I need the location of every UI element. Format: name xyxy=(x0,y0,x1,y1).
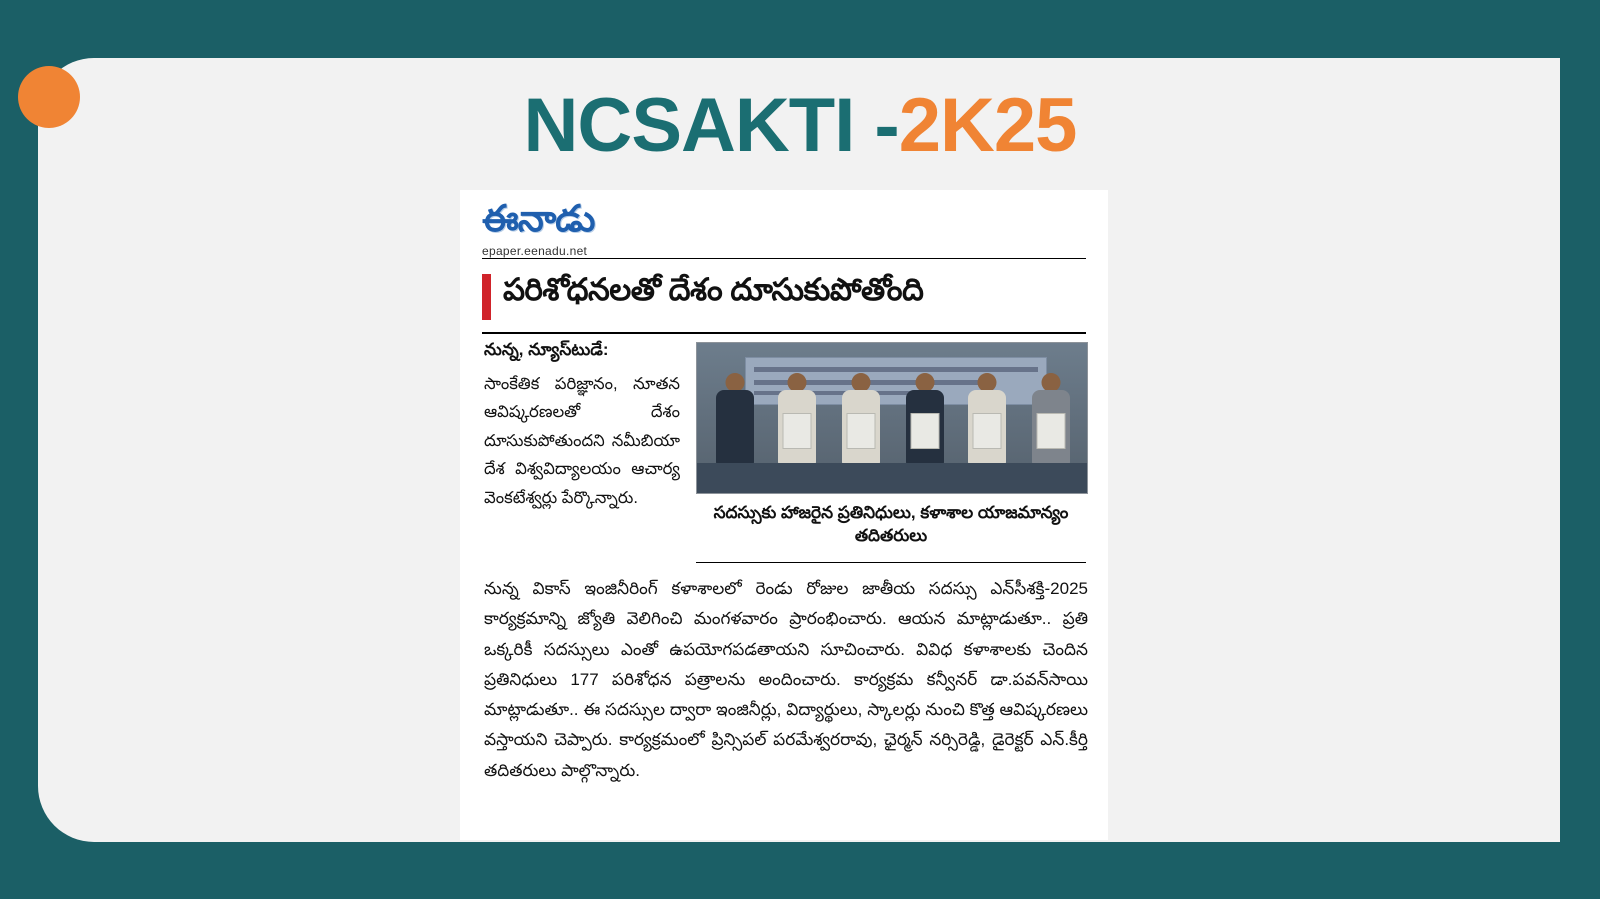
masthead xyxy=(482,200,742,258)
souvenir-sheet xyxy=(973,413,1002,449)
banner-text-line xyxy=(754,367,1038,372)
photo-person xyxy=(1029,373,1073,465)
masthead-url: epaper.eenadu.net xyxy=(482,243,588,258)
article-left-column: సాంకేతిక పరిజ్ఞానం, నూతన ఆవిష్కరణలతో దేశం దూసుకుపోతుందని నమీబియా దేశ విశ్వవిద్యాలయం ఆచార్య వెంకటేశ్వర్లు పేర్కొన్నారు. xyxy=(484,375,680,507)
photo-table xyxy=(697,463,1087,493)
article-body-text: నున్న వికాస్ ఇంజినీరింగ్ కళాశాలలో రెండు రోజుల జాతీయ సదస్సు ఎన్‌సీశక్తి-2025 కార్యక్రమాన్ని జ్యోతి వెలిగించి మంగళవారం ప్రారంభించారు. ఆయన మాట్లాడుతూ.. ప్రతి ఒక్కరికీ సదస్సులు ఎంతో ఉపయోగపడతాయని సూచించారు. వివిధ కళాశాలకు చెందిన ప్రతినిధులు 177 పరిశోధన పత్రాలను అందించారు. కార్యక్రమ కన్వీనర్ డా.పవన్‌సాయి మాట్లాడుతూ.. ఈ సదస్సుల ద్వారా ఇంజినీర్లు, విద్యార్థులు, స్కాలర్లు నుంచి కొత్త ఆవిష్కరణలు వస్తాయని చెప్పారు. కార్యక్రమంలో ప్రిన్సిపల్ పరమేశ్వరరావు, ఛైర్మన్ నర్సిరెడ్డి, డైరెక్టర్ ఎన్.కీర్తి తదితరులు పాల్గొన్నారు. xyxy=(484,579,1088,780)
article-photo xyxy=(696,342,1088,494)
masthead-logo: ఈనాడు xyxy=(482,198,595,239)
headline-accent-bar xyxy=(482,274,491,320)
newspaper-clipping xyxy=(460,190,1108,840)
page-title-accent: 2K25 xyxy=(898,83,1077,168)
photo-person xyxy=(775,373,819,465)
souvenir-sheet xyxy=(847,413,876,449)
divider-under-photo xyxy=(696,562,1086,563)
divider-top xyxy=(482,258,1086,259)
article-headline: పరిశోధనలతో దేశం దూసుకుపోతోంది xyxy=(503,272,924,307)
photo-caption: సదస్సుకు హాజరైన ప్రతినిధులు, కళాశాల యాజమాన్యం తదితరులు xyxy=(713,503,1069,545)
souvenir-sheet xyxy=(783,413,812,449)
page-title-main: NCSAKTI - xyxy=(523,83,899,168)
page-title xyxy=(0,82,1600,169)
photo-person xyxy=(965,373,1009,465)
photo-person xyxy=(839,373,883,465)
headline-block xyxy=(482,272,1094,320)
photo-person xyxy=(903,373,947,465)
souvenir-sheet xyxy=(1037,413,1066,449)
photo-person xyxy=(713,373,757,465)
person-body xyxy=(716,390,754,464)
souvenir-sheet xyxy=(911,413,940,449)
article-byline: నున్న, న్యూస్‌టుడే: xyxy=(484,340,609,359)
divider-under-headline xyxy=(482,332,1086,334)
